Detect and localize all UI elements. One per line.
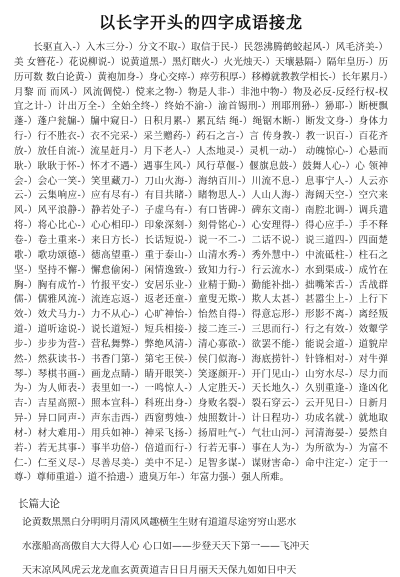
- document-title: 以长字开头的四字成语接龙: [98, 13, 303, 32]
- idiom-line-1: 论黄数黑黑白分明明月清风风趣横生生财有道道尽途穷穷山恶水: [22, 517, 297, 529]
- section-heading: 长篇大论: [18, 498, 60, 511]
- idiom-line-3: 天末凉风风虎云龙龙血玄黄黄道吉日日月丽天天保九如如日中天: [22, 565, 297, 577]
- idiom-chain-paragraph: 长驱直入-）入木三分-）分文不取-）取信于民-）民怨沸腾鹤蛟起风-）风毛济美-）美 女簪花-）花说柳说-）说黄道黑-）黑灯瞎火-）火光烛天-）天壤悬隔-）隔年皇历-）历历可数 数白论黄-）黄袍加身-）身心交瘁-）瘁劳积厚-）移樽就教教学相长-）长年累月-）月黎 而 而风-）风流倜傥-）傥来之物-）物是人非-）非池中物-）物及必反-反经行权-权宜之计-）计出万全-）全始全终-）终始不渝-）渝首锡刑-）刑耶刑狲-）狲耶-）断梗飘蓬-）蓬户瓮牖-）牖中窥日-）日积月累-）累瓦结 绳-）绳锯木断-）断发文身-）身体力行-）行不胜衣-）衣不完采-）采兰赠药-）药石之言-）言 传身教-）教一识百-）百花齐放-）放任自流-）流星赶月-）月下老人-）人杰地灵-）灵机一动-） 动魄惊心-）心悬而耿-）耿耿于怀-）怀才不遇-）遇事生风-）风行草偃-）偃旗息鼓-）鼓舞人心-）心 领神会-）会心一笑-）笑里藏刀-）刀山火海-）海纳百川-）川流不息-）息事宁人-）人云亦云-）云集响应-）应有尽有-）有目共睹-）睹物思人-）人山人海-）海阔天空-）空穴来风-）风平浪静-）静若处子-）子虚乌有-）有口皆碑-）碑东文南-）南腔北调-）调兵遣将-）将心比心-）心心相印-）印象深刻-）刻骨铭心-）心安理得-）得心应手-）手不释卷-）卷土重来-）来日方长-）长话短说-）说一不二-）二话不说-）说三道四-）四面楚歌-）歌功颂德-）德高望重-）重于泰山-）山清水秀-）秀外慧中-）中流砥柱-）柱石之坚-）坚持不懈-）懈怠偷闲-）闲情逸致-）致知力行-）行云流水-）水到渠成-）成竹在胸-）胸有成竹-）竹报平安-）安居乐业-）业精于勤-）勤能补拙-）拙嘴笨舌-）舌战群儒-）儒雅风流-）流连忘返-）返老还童-）童叟无欺-）欺人太甚-）甚嚣尘上-）上行下效-）效犬马力-）力不从心-）心旷神怡-）怡然自得-）得意忘形-）形影不离-）离经叛道-）道听途说-）说长道短-）短兵相接-）接二连三-）三思而行-）行之有效-）效颦学步-）步步为营-）营私舞弊-）弊绝风清-）清心寡欲-）欲罢不能-）能说会道-）道貌岸然-）然荻读书-）书香门第-）第宅王侯-）侯门似海-）海底捞针-）针锋相对-）对牛弹琴-）琴棋书画-）画龙点睛-）睛开眼笑-）笑逐颜开-）开门见山-）山穷水尽-）尽力而为-）为人师表-）表里如一-）一鸣惊人-）人定胜天-）天长地久-）久别重逢-）逢凶化吉-）吉星高照-）照本宣科-）科班出身-）身败名裂-）裂石穿云-）云开见日-）日新月异-）异口同声-）声东击西-）西窗剪烛-）烛照数计-）计日程功-）功成名就-）就地取材-）材大难用-）用兵如神-）神采飞扬-）扬眉吐气-）气壮山河-）河清海晏-）晏然自若-）若无其事-）事半功倍-）倍道而行-）行若无事-）事在人为-）为所欲为-）为富不仁-）仁至义尽-）尽善尽美-）美中不足-）足智多谋-）谋财害命-）命中注定-）定于一尊-）尊师重道-）道不拾遗-）遗臭万年-）年富力强-）强人所难。: [14, 42, 388, 484]
- idiom-line-2: 水涨船高高傲自大大得人心 心口如——步登天天下第一——飞冲天: [22, 541, 310, 553]
